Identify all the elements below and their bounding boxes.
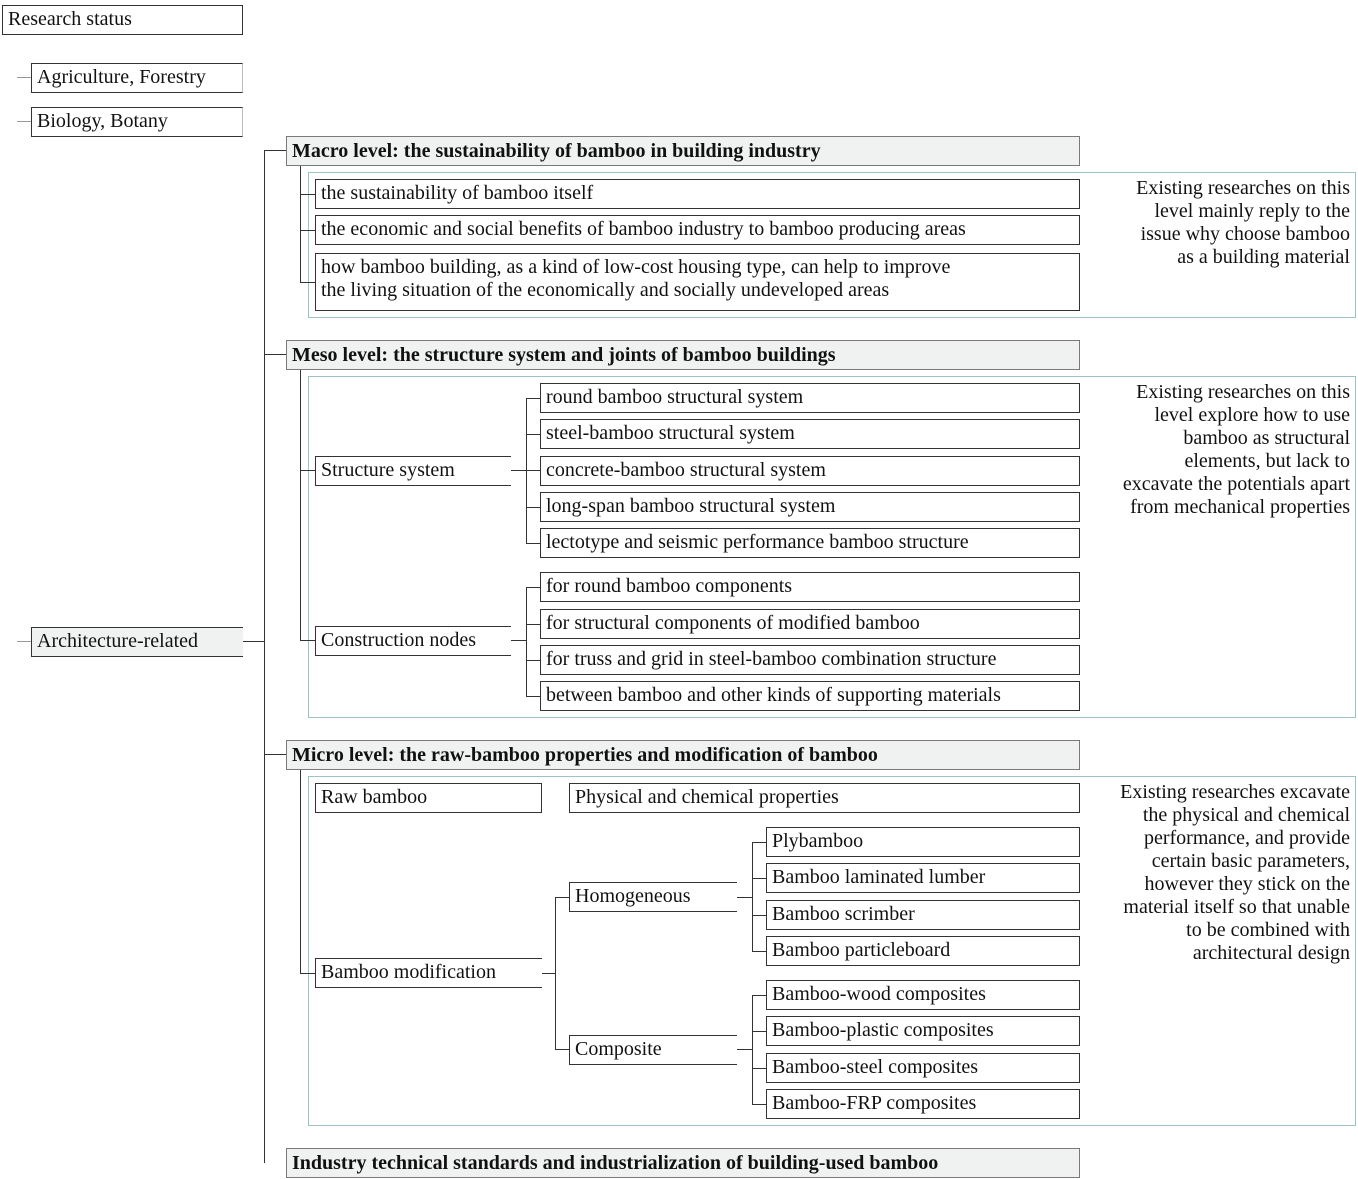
note-line: Existing researches on this (1136, 177, 1350, 199)
connector (17, 77, 31, 78)
macro-item: the sustainability of bamboo itself (315, 179, 1080, 209)
bamboo-modification-node: Bamboo modification (315, 958, 542, 988)
raw-bamboo-node: Raw bamboo (315, 783, 542, 813)
composite-item: Bamboo-FRP composites (766, 1089, 1080, 1119)
connector (526, 434, 540, 435)
structure-item: steel-bamboo structural system (540, 419, 1080, 449)
connector (17, 641, 31, 642)
note-line: certain basic parameters, (1151, 850, 1350, 872)
connector (526, 543, 540, 544)
trunk-line (264, 150, 265, 1163)
structure-item: concrete-bamboo structural system (540, 456, 1080, 486)
connector (555, 897, 569, 898)
connector (752, 1068, 766, 1069)
macro-item-multiline (315, 253, 1080, 311)
note-line: elements, but lack to (1184, 450, 1350, 472)
connector (752, 995, 766, 996)
connector (264, 150, 286, 151)
connector (243, 641, 264, 642)
micro-note (1120, 781, 1350, 965)
connector (526, 470, 540, 471)
connector (752, 1104, 766, 1105)
connector (300, 973, 315, 974)
root-node: Research status (2, 5, 243, 35)
node-item: for round bamboo components (540, 572, 1080, 602)
connector (511, 640, 526, 641)
connector (300, 282, 315, 283)
connector (752, 951, 766, 952)
homogeneous-item: Plybamboo (766, 827, 1080, 857)
note-line: to be combined with (1186, 919, 1350, 941)
note-line: however they stick on the (1144, 873, 1350, 895)
branch-architecture: Architecture-related (31, 627, 243, 657)
note-line: level mainly reply to the (1154, 200, 1350, 222)
homogeneous-item: Bamboo scrimber (766, 900, 1080, 930)
homogeneous-node: Homogeneous (569, 882, 737, 912)
connector (526, 587, 527, 697)
note-line: as a building material (1177, 246, 1350, 268)
note-line: bamboo as structural (1183, 427, 1350, 449)
branch-biology: Biology, Botany (31, 107, 243, 137)
note-line: the physical and chemical (1142, 804, 1350, 826)
connector (526, 660, 540, 661)
connector (300, 770, 301, 974)
note-line: Existing researches excavate (1120, 781, 1350, 803)
connector (555, 897, 556, 1050)
connector (526, 696, 540, 697)
note-line: level explore how to use (1154, 404, 1350, 426)
connector (300, 370, 301, 641)
connector (264, 354, 286, 355)
composite-item: Bamboo-plastic composites (766, 1016, 1080, 1046)
composite-item: Bamboo-steel composites (766, 1053, 1080, 1083)
connector (300, 166, 301, 283)
note-line: material itself so that unable (1123, 896, 1350, 918)
connector (300, 470, 315, 471)
note-line: from mechanical properties (1130, 496, 1350, 518)
node-item: for structural components of modified bamboo (540, 609, 1080, 639)
connector (752, 842, 753, 952)
raw-properties-node: Physical and chemical properties (569, 783, 1080, 813)
macro-item-line: the living situation of the economically and socially undeveloped areas (321, 279, 890, 301)
connector (17, 121, 31, 122)
connector (300, 640, 315, 641)
structure-item: long-span bamboo structural system (540, 492, 1080, 522)
macro-note (1136, 177, 1350, 269)
homogeneous-item: Bamboo laminated lumber (766, 863, 1080, 893)
connector (526, 624, 540, 625)
note-line: excavate the potentials apart (1122, 473, 1350, 495)
macro-item-line: how bamboo building, as a kind of low-cost housing type, can help to improve (321, 256, 951, 278)
connector (526, 507, 540, 508)
connector (555, 1049, 569, 1050)
connector (300, 194, 315, 195)
macro-item: the economic and social benefits of bamboo industry to bamboo producing areas (315, 215, 1080, 245)
connector (737, 1049, 752, 1050)
connector (542, 973, 556, 974)
structure-item: lectotype and seismic performance bamboo structure (540, 528, 1080, 558)
note-line: Existing researches on this (1136, 381, 1350, 403)
connector (752, 915, 766, 916)
macro-level-header: Macro level: the sustainability of bamboo in building industry (286, 136, 1080, 166)
structure-system-node: Structure system (315, 456, 511, 486)
construction-nodes-node: Construction nodes (315, 626, 511, 656)
branch-agriculture: Agriculture, Forestry (31, 63, 243, 93)
connector (300, 230, 315, 231)
node-item: for truss and grid in steel-bamboo combination structure (540, 645, 1080, 675)
note-line: performance, and provide (1143, 827, 1350, 849)
homogeneous-item: Bamboo particleboard (766, 936, 1080, 966)
connector (737, 897, 752, 898)
meso-level-header: Meso level: the structure system and joints of bamboo buildings (286, 340, 1080, 370)
note-line: architectural design (1192, 942, 1350, 964)
composite-item: Bamboo-wood composites (766, 980, 1080, 1010)
structure-item: round bamboo structural system (540, 383, 1080, 413)
industry-header: Industry technical standards and industrialization of building-used bamboo (286, 1148, 1080, 1178)
note-line: issue why choose bamboo (1140, 223, 1350, 245)
connector (264, 754, 286, 755)
meso-note (1123, 381, 1350, 519)
connector (752, 842, 766, 843)
connector (511, 470, 526, 471)
connector (752, 878, 766, 879)
connector (752, 995, 753, 1105)
connector (526, 398, 540, 399)
connector (752, 1031, 766, 1032)
node-item: between bamboo and other kinds of supporting materials (540, 681, 1080, 711)
connector (526, 587, 540, 588)
micro-level-header: Micro level: the raw-bamboo properties and modification of bamboo (286, 740, 1080, 770)
composite-node: Composite (569, 1035, 737, 1065)
